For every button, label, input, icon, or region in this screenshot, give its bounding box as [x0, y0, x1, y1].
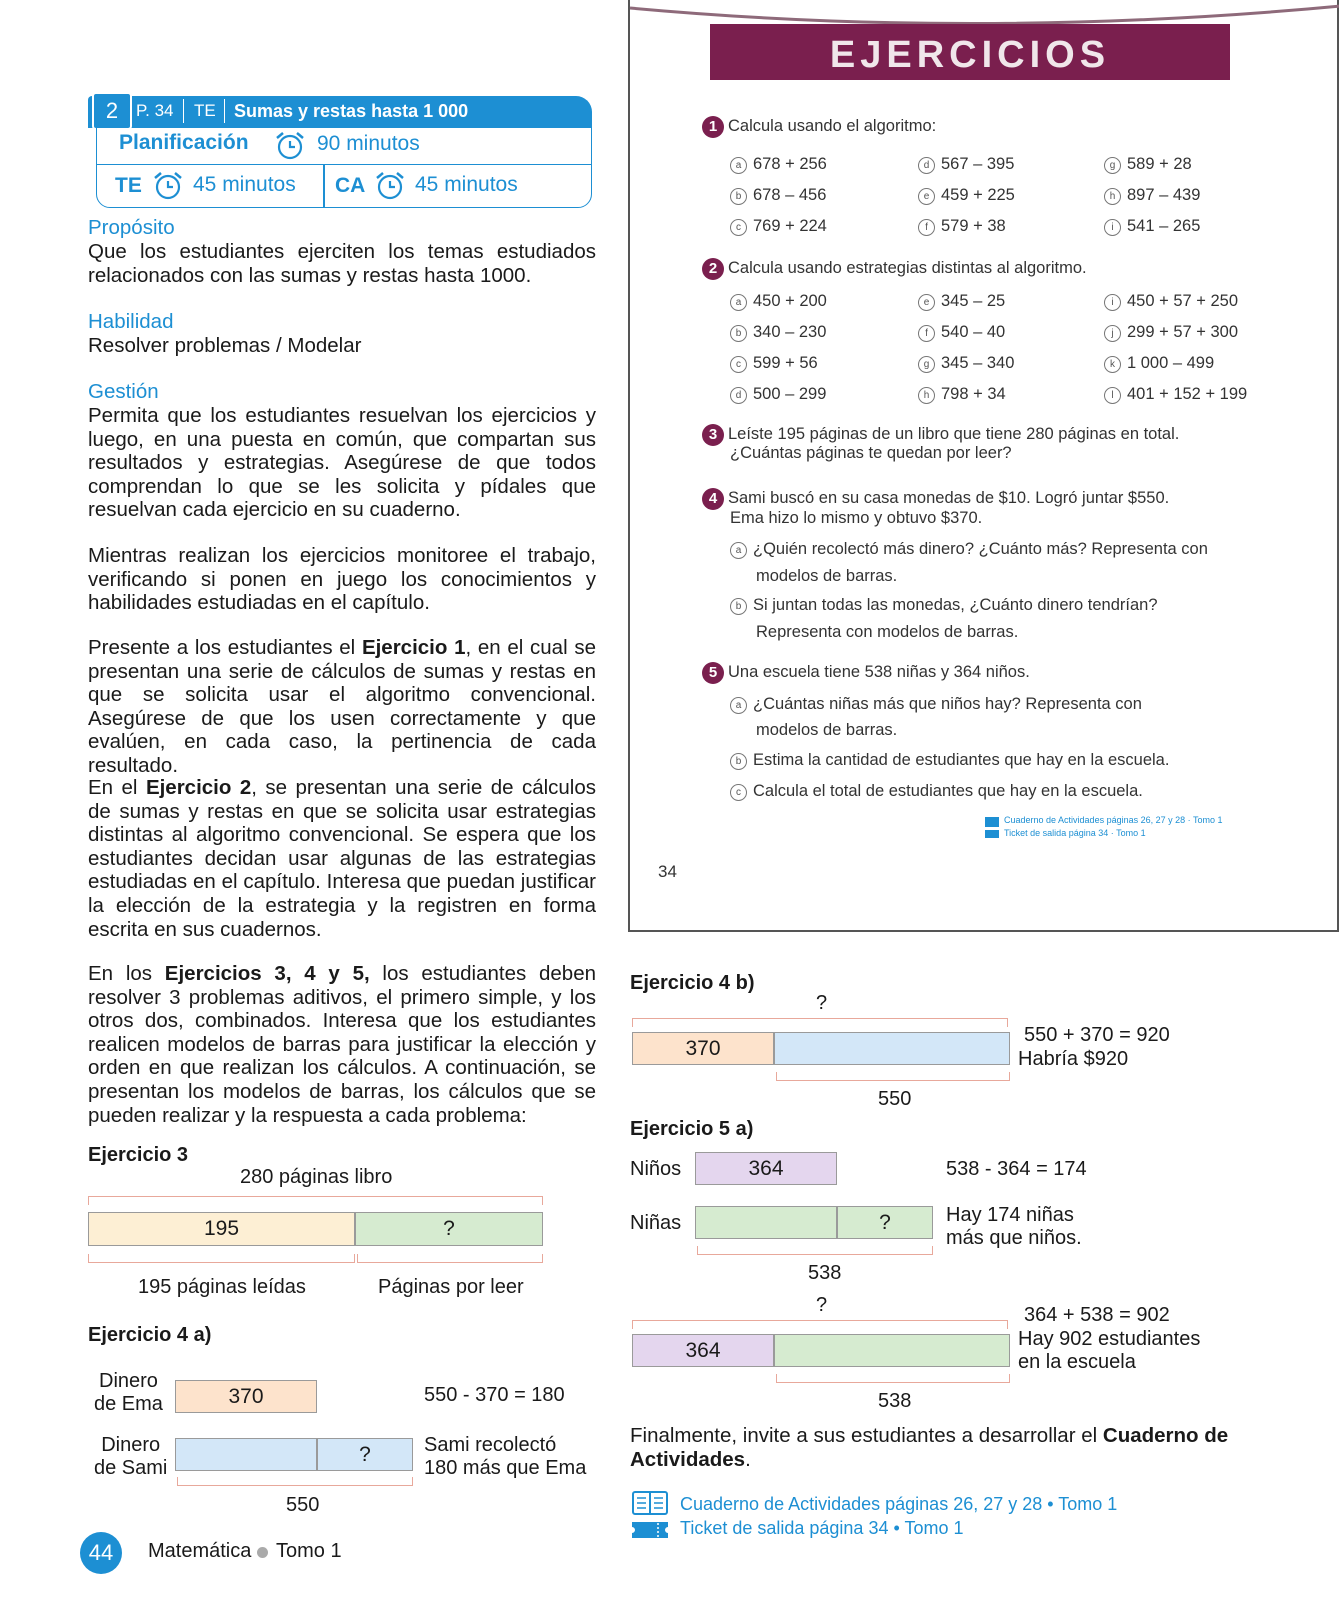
- purpose-text: Que los estudiantes ejerciten los temas estudiados relacionados con las sumas y restas hasta 1000.: [88, 240, 596, 287]
- ex5b-top-brace: [632, 1320, 1008, 1329]
- ex3-total-label: 280 páginas libro: [240, 1166, 393, 1188]
- ex5a-answer: Hay 174 niñas más que niños.: [946, 1204, 1082, 1249]
- te-time: 45 minutos: [193, 173, 296, 196]
- ex4a-brace: [177, 1477, 413, 1486]
- ex3-left-bar: ?: [355, 1212, 543, 1246]
- ex5a-girls-bar-b: ?: [837, 1206, 933, 1239]
- ticket-ref: Ticket de salida página 34 • Tomo 1: [680, 1518, 964, 1538]
- ex4b-ema-bar: 370: [632, 1032, 774, 1065]
- alarm-clock-icon: [151, 171, 185, 206]
- ex5a-girls-label: Niñas: [630, 1212, 682, 1234]
- ex5b-boys-bar: 364: [632, 1334, 774, 1367]
- q2-item-c: c 599 + 56: [730, 354, 818, 373]
- q2-item-k: k 1 000 – 499: [1104, 354, 1214, 373]
- ex5b-girls-bar: [774, 1334, 1010, 1367]
- lesson-title: Sumas y restas hasta 1 000: [234, 101, 469, 121]
- q2: 2 Calcula usando estrategias distintas al algoritmo.: [702, 258, 1087, 280]
- q1: 1 Calcula usando el algoritmo:: [702, 116, 936, 138]
- q2-item-f: f 540 – 40: [918, 323, 1005, 342]
- book-icon: [632, 1490, 668, 1521]
- ex3-top-brace: [88, 1196, 543, 1205]
- ex4a-sami-bar-b: ?: [317, 1438, 413, 1471]
- ex5b-question: ?: [816, 1294, 828, 1316]
- ex5b-answer: Hay 902 estudiantes en la escuela: [1018, 1328, 1201, 1373]
- ex4a-ema-bar: 370: [175, 1380, 317, 1413]
- divider: [323, 165, 325, 207]
- lesson-header: [88, 96, 592, 208]
- q2-item-b: b 340 – 230: [730, 323, 826, 342]
- ex5b-total: 538: [878, 1390, 912, 1412]
- planning-label: Planificación: [119, 131, 249, 154]
- q4-b: b Si juntan todas las monedas, ¿Cuánto dinero tendrían?: [730, 596, 1158, 615]
- ex4b-answer: Habría $920: [1018, 1048, 1129, 1070]
- q4-b-line2: Representa con modelos de barras.: [756, 623, 1019, 641]
- management-p2: Mientras realizan los ejercicios monitoree el trabajo, verificando si ponen en juego los conocimientos y habilidades estudiadas en el capítulo.: [88, 544, 596, 615]
- q2-item-d: d 500 – 299: [730, 385, 826, 404]
- q2-item-h: h 798 + 34: [918, 385, 1006, 404]
- ex3-read-bar: 195: [88, 1212, 355, 1246]
- q1-item-b: b 678 – 456: [730, 186, 826, 205]
- q2-item-e: e 345 – 25: [918, 292, 1005, 311]
- q2-item-i: i 450 + 57 + 250: [1104, 292, 1238, 311]
- q2-item-l: l 401 + 152 + 199: [1104, 385, 1247, 404]
- q2-item-j: j 299 + 57 + 300: [1104, 323, 1238, 342]
- q1-item-h: h 897 – 439: [1104, 186, 1200, 205]
- skill-heading: Habilidad: [88, 310, 174, 333]
- page-number: 44: [80, 1532, 122, 1574]
- ticket-icon: [985, 830, 999, 838]
- purpose-heading: Propósito: [88, 216, 175, 239]
- workbook-page: [628, 0, 1339, 932]
- ex4b-sami-bar: [774, 1032, 1010, 1065]
- q4-a: a ¿Quién recolectó más dinero? ¿Cuánto más? Representa con: [730, 540, 1208, 559]
- book-page-number: 34: [658, 862, 677, 881]
- ex4b-question: ?: [816, 992, 828, 1014]
- q4: 4 Sami buscó en su casa monedas de $10. Logró juntar $550.: [702, 488, 1169, 510]
- q1-item-e: e 459 + 225: [918, 186, 1015, 205]
- ex4b-title: Ejercicio 4 b): [630, 972, 755, 994]
- ex4a-sami-label: Dinero de Sami: [94, 1434, 168, 1479]
- alarm-clock-icon: [373, 171, 407, 206]
- ex4a-title: Ejercicio 4 a): [88, 1324, 212, 1346]
- q3-question: ¿Cuántas páginas te quedan por leer?: [730, 444, 1012, 462]
- bullet-dot: [257, 1547, 268, 1558]
- ex5a-brace: [697, 1246, 933, 1255]
- ca-label: CA: [335, 174, 366, 197]
- divider: [183, 99, 184, 123]
- ex5a-calc: 538 - 364 = 174: [946, 1158, 1087, 1180]
- ex5a-girls-bar-a: [695, 1206, 837, 1239]
- final-text: Finalmente, invite a sus estudiantes a desarrollar el Cuaderno de Actividades.: [630, 1424, 1229, 1471]
- te-label: TE: [115, 174, 142, 197]
- lesson-number: 2: [92, 92, 132, 130]
- q1-item-c: c 769 + 224: [730, 217, 827, 236]
- ex3-read-label: 195 páginas leídas: [138, 1276, 306, 1298]
- ex4b-brace: [776, 1072, 1010, 1081]
- q5: 5 Una escuela tiene 538 niñas y 364 niños.: [702, 662, 1030, 684]
- q2-item-a: a 450 + 200: [730, 292, 827, 311]
- management-p3: Presente a los estudiantes el Ejercicio 1, en el cual se presentan una serie de cálculos de sumas y restas en que se solicita usar el algoritmo convencional. Asegúrese de que los usen correctamente y que evalúen, en cada caso, la pertinencia de cada resultado.: [88, 636, 596, 777]
- ex4a-calc: 550 - 370 = 180: [424, 1384, 565, 1406]
- ex4b-top-brace: [632, 1018, 1008, 1027]
- planning-time: 90 minutos: [317, 132, 420, 155]
- q4-line2: Ema hizo lo mismo y obtuvo $370.: [730, 509, 983, 527]
- ex3-left-brace: [357, 1254, 543, 1263]
- banner-title: EJERCICIOS: [829, 34, 1111, 76]
- management-p4: En el Ejercicio 2, se presentan una serie de cálculos de sumas y restas en que se solicita usar estrategias distintas al algoritmo convencional. Se espera que los estudiantes decidan usar algunas de las estrategias estudiadas en el capítulo. Interesa que puedan justificar la elección de la estrategia y la registren en forma escrita en sus cuadernos.: [88, 776, 597, 941]
- lesson-header-bar: [88, 96, 592, 128]
- ex4a-ema-label: Dinero de Ema: [94, 1370, 163, 1415]
- ex5a-title: Ejercicio 5 a): [630, 1118, 754, 1140]
- q5-a-line2: modelos de barras.: [756, 721, 898, 739]
- q1-item-g: g 589 + 28: [1104, 155, 1192, 174]
- ex3-left-label: Páginas por leer: [378, 1276, 524, 1298]
- ex4a-total: 550: [286, 1494, 320, 1516]
- ex3-title: Ejercicio 3: [88, 1144, 189, 1166]
- q5-b: b Estima la cantidad de estudiantes que hay en la escuela.: [730, 751, 1169, 770]
- ex4b-calc: 550 + 370 = 920: [1024, 1024, 1170, 1046]
- q5-c: c Calcula el total de estudiantes que hay en la escuela.: [730, 782, 1143, 801]
- notebook-icon: [985, 817, 999, 827]
- q1-item-d: d 567 – 395: [918, 155, 1014, 174]
- time-row: [96, 164, 592, 208]
- ex4a-answer: Sami recolectó 180 más que Ema: [424, 1434, 587, 1479]
- page-ref: P. 34: [136, 101, 174, 120]
- ex5b-calc: 364 + 538 = 902: [1024, 1304, 1170, 1326]
- ca-time: 45 minutos: [415, 173, 518, 196]
- ex4b-total: 550: [878, 1088, 912, 1110]
- ex5b-brace: [776, 1374, 1010, 1383]
- q5-a: a ¿Cuántas niñas más que niños hay? Representa con: [730, 695, 1142, 714]
- management-p1: Permita que los estudiantes resuelvan los ejercicios y luego, en una puesta en común, que compartan sus resultados y estrategias. Asegúrese de que todos comprendan lo que se les solicita y pídales que resuelvan cada ejercicio en su cuaderno.: [88, 404, 596, 522]
- te-ref: TE: [194, 101, 216, 120]
- ex5a-total: 538: [808, 1262, 842, 1284]
- skill-text: Resolver problemas / Modelar: [88, 334, 362, 357]
- ex5a-boys-label: Niños: [630, 1158, 682, 1180]
- ex3-read-brace: [88, 1254, 355, 1263]
- ex4a-sami-bar-a: [175, 1438, 317, 1471]
- management-heading: Gestión: [88, 380, 159, 403]
- q1-item-f: f 579 + 38: [918, 217, 1006, 236]
- cuaderno-ref: Cuaderno de Actividades páginas 26, 27 y 28 • Tomo 1: [680, 1494, 1118, 1514]
- q1-item-i: i 541 – 265: [1104, 217, 1200, 236]
- q2-item-g: g 345 – 340: [918, 354, 1014, 373]
- q4-a-line2: modelos de barras.: [756, 567, 898, 585]
- ticket-icon: [632, 1520, 668, 1545]
- q3: 3 Leíste 195 páginas de un libro que tiene 280 páginas en total.: [702, 424, 1179, 446]
- planning-row: [96, 128, 592, 164]
- q1-item-a: a 678 + 256: [730, 155, 827, 174]
- book-ref-1: Cuaderno de Actividades páginas 26, 27 y 28 · Tomo 1: [1004, 815, 1223, 825]
- book-ref-2: Ticket de salida página 34 · Tomo 1: [1004, 828, 1146, 838]
- ex5a-boys-bar: 364: [695, 1152, 837, 1185]
- management-p5: En los Ejercicios 3, 4 y 5, los estudiantes deben resolver 3 problemas aditivos, el primero simple, y los otros dos, combinados. Interesa que los estudiantes realicen modelos de barras para justificar la elección y orden en que realizan los cálculos. A continuación, se presentan los modelos de barras, los cálculos que se pueden realizar y la respuesta a cada problema:: [88, 962, 596, 1127]
- footer-subject: Matemática: [148, 1540, 252, 1562]
- footer-tomo: Tomo 1: [276, 1540, 342, 1562]
- divider: [224, 99, 225, 123]
- alarm-clock-icon: [273, 131, 307, 166]
